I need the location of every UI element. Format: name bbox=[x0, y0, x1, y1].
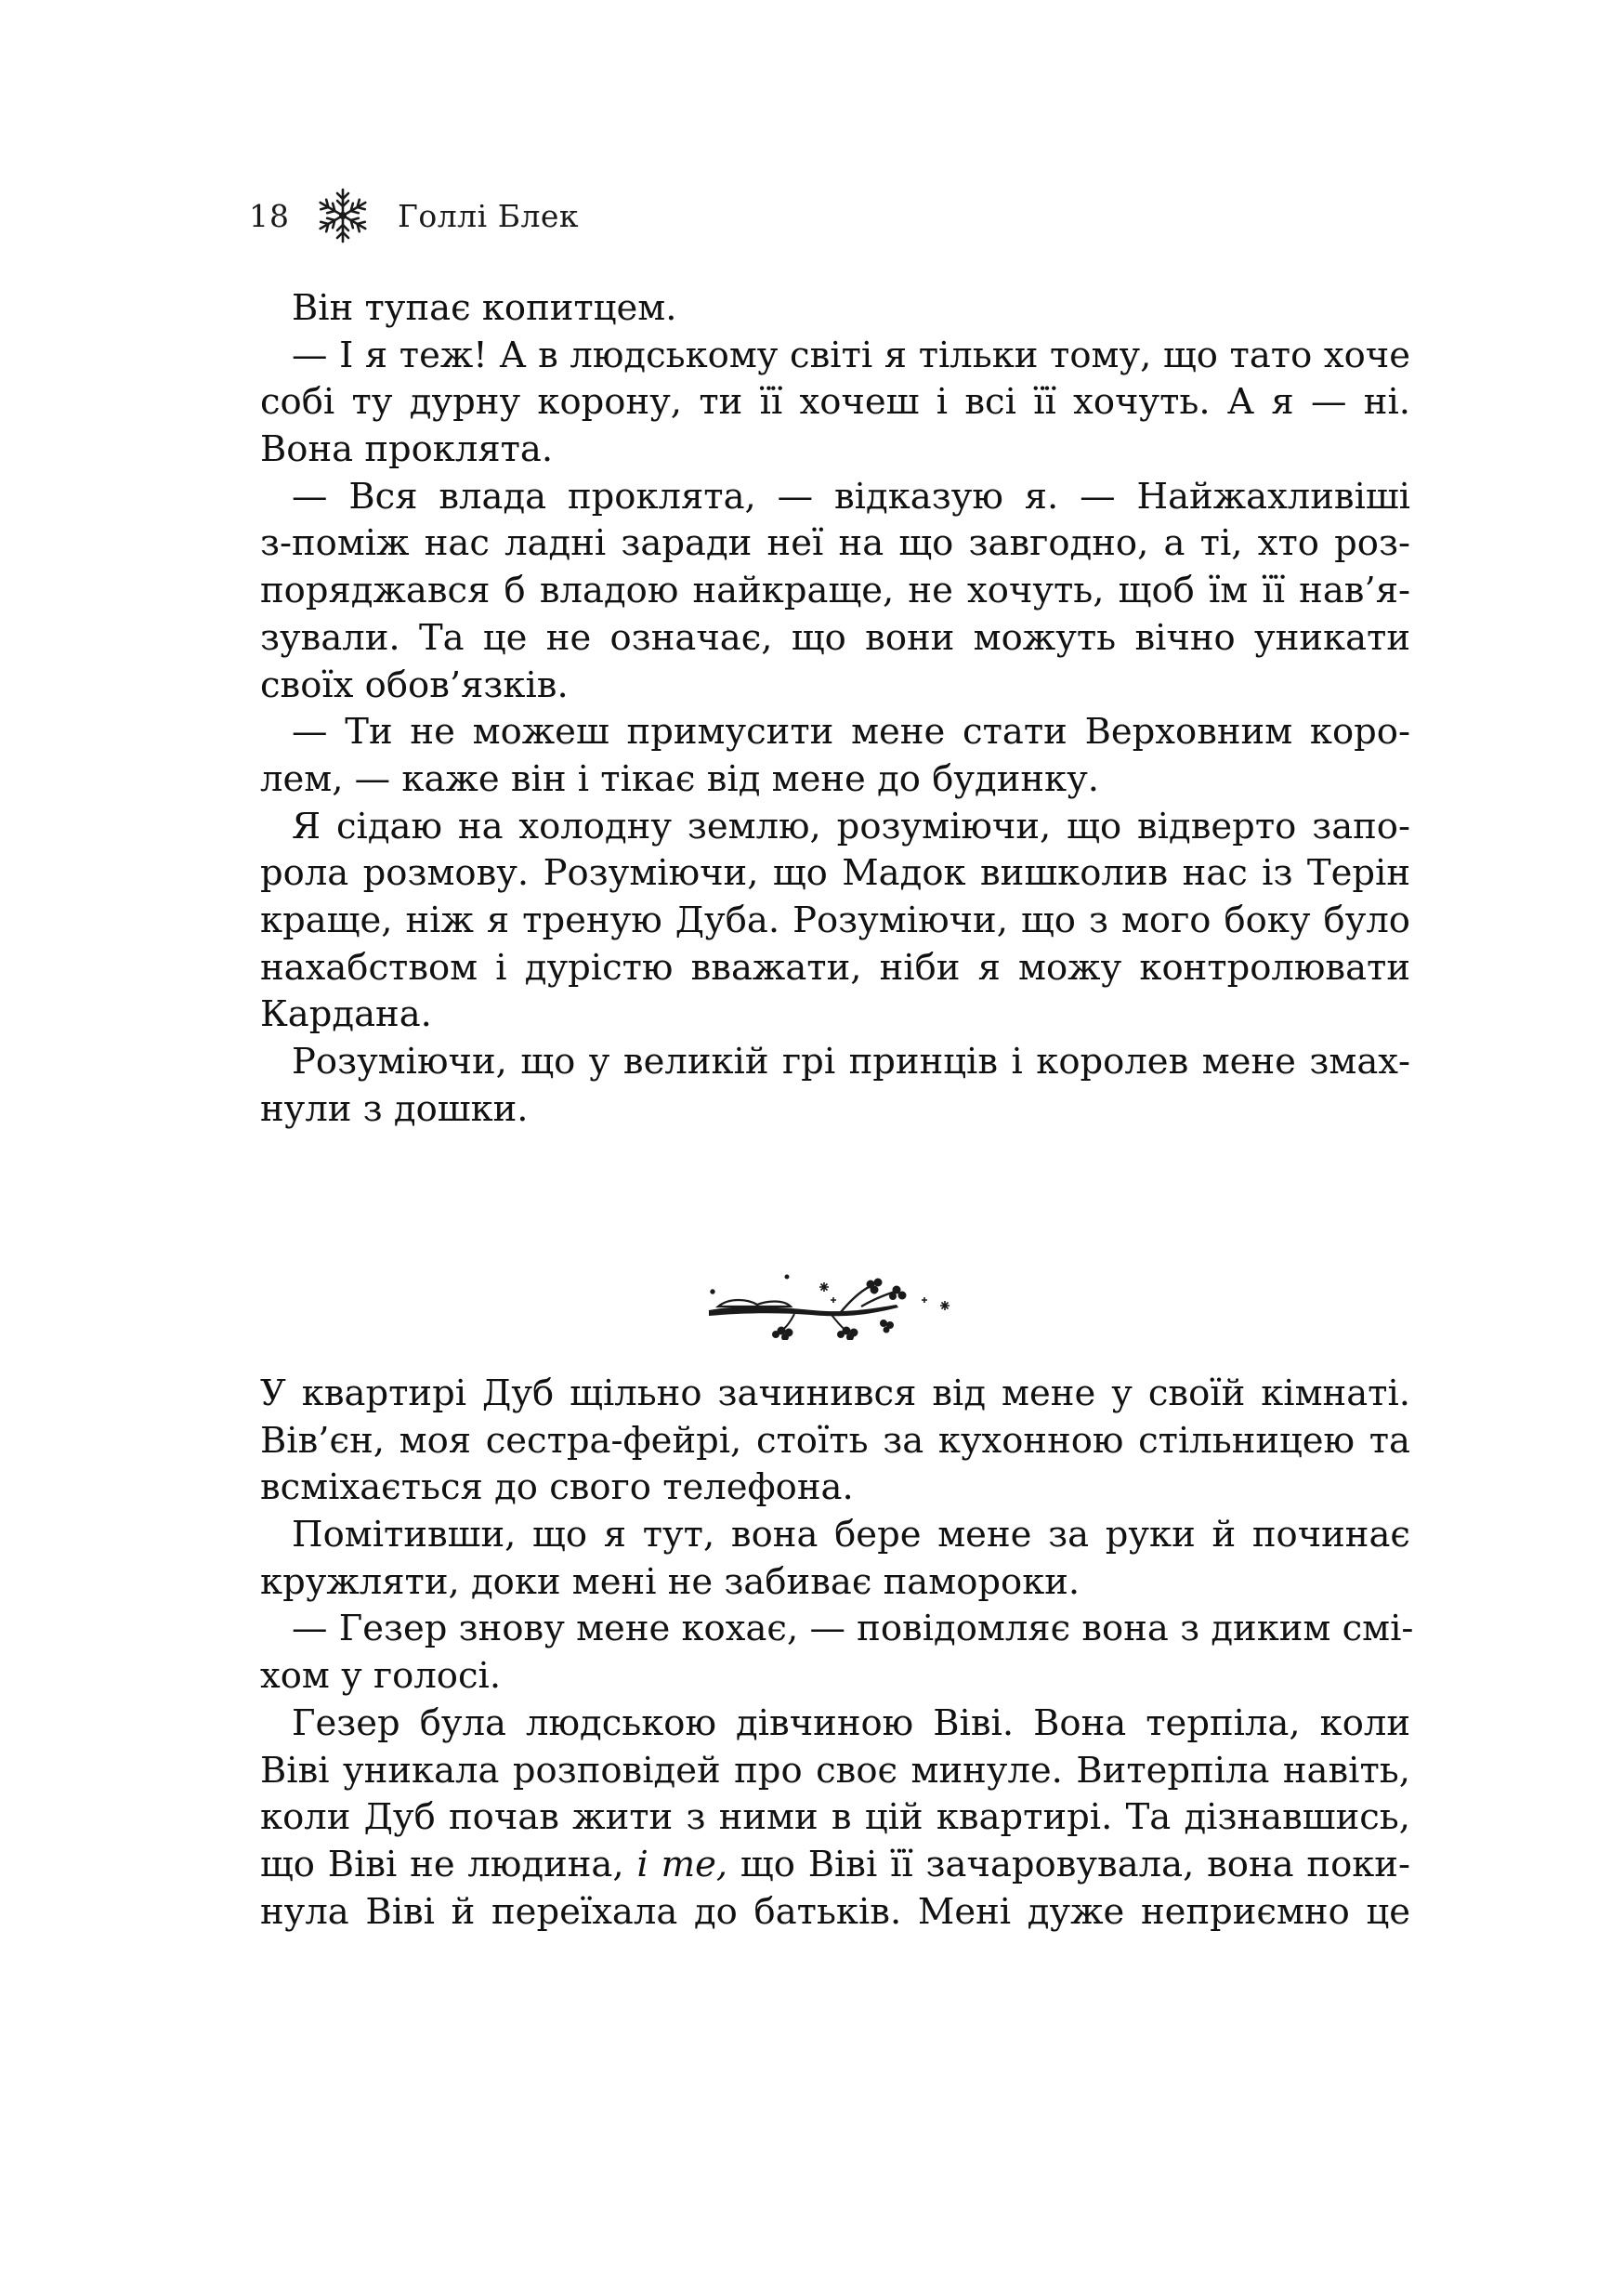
text-line: Кардана. bbox=[260, 993, 432, 1036]
text-line: — Вся влада проклята, — відказую я. — Найжахливіші bbox=[292, 475, 1410, 518]
text-line: кружляти, доки мені не забиває памороки. bbox=[260, 1560, 1080, 1603]
text-line: У квартирі Дуб щільно зачинився від мене у своїй кімнаті. bbox=[260, 1372, 1410, 1414]
text-line: — Ти не можеш примусити мене стати Верховним коро- bbox=[292, 711, 1410, 754]
text-line: собі ту дурну корону, ти її хочеш і всі її хочуть. А я — ні. bbox=[260, 381, 1410, 424]
snowflake-icon bbox=[312, 185, 373, 246]
book-author: Голлі Блек bbox=[398, 197, 580, 234]
branch-with-berries-icon bbox=[701, 1264, 962, 1340]
text-line: краще, ніж я треную Дуба. Розуміючи, що з мого боку було bbox=[260, 899, 1410, 941]
text-line: Вів’єн, моя сестра-фейрі, стоїть за кухонною стільницею та bbox=[260, 1419, 1410, 1462]
text-line: нула Віві й переїхала до батьків. Мені дуже неприємно це bbox=[260, 1890, 1410, 1933]
text-line: Віві уникала розповідей про своє минуле. Витерпіла навіть, bbox=[260, 1749, 1410, 1792]
text-block-1 bbox=[260, 285, 1410, 1133]
text-line: зували. Та це не означає, що вони можуть вічно уникати bbox=[260, 616, 1410, 659]
text-line: Вона проклята. bbox=[260, 428, 554, 471]
text-line: своїх обов’язків. bbox=[260, 663, 569, 706]
text-fragment: що Віві не людина, bbox=[260, 1843, 624, 1885]
text-line: рола розмову. Розуміючи, що Мадок вишколив нас із Терін bbox=[260, 852, 1410, 895]
text-line: з-поміж нас ладні заради неї на що завгодно, а ті, хто роз- bbox=[260, 522, 1410, 565]
italic-text-fragment: і те, bbox=[636, 1843, 728, 1885]
text-line: Розуміючи, що у великій грі принців і королев мене змах- bbox=[292, 1041, 1410, 1083]
text-line: коли Дуб почав жити з ними в цій квартирі. Та дізнавшись, bbox=[260, 1796, 1410, 1839]
page-number: 18 bbox=[249, 197, 290, 234]
text-line: — І я теж! А в людському світі я тільки тому, що тато хоче bbox=[292, 334, 1410, 376]
text-line: — Гезер знову мене кохає, — повідомляє вона з диким смі- bbox=[292, 1608, 1414, 1650]
running-header bbox=[249, 182, 579, 249]
text-line-with-italic bbox=[260, 1842, 1410, 1889]
text-line: лем, — каже він і тікає від мене до будинку. bbox=[260, 757, 1100, 800]
text-line: всміхається до свого телефона. bbox=[260, 1466, 854, 1509]
text-line: Помітивши, що я тут, вона бере мене за руки й починає bbox=[292, 1514, 1410, 1556]
text-line: поряджався б владою найкраще, не хочуть, щоб їм її нав’я- bbox=[260, 570, 1410, 612]
text-line: хом у голосі. bbox=[260, 1655, 502, 1698]
text-line: Гезер була людською дівчиною Віві. Вона терпіла, коли bbox=[292, 1701, 1410, 1744]
text-line: нахабством і дурістю вважати, ніби я можу контролювати bbox=[260, 946, 1410, 989]
text-block-2 bbox=[260, 1371, 1414, 1936]
text-line: Він тупає копитцем. bbox=[292, 287, 677, 329]
text-line: нули з дошки. bbox=[260, 1087, 529, 1130]
text-fragment: що Віві її зачаровувала, вона поки- bbox=[740, 1843, 1410, 1885]
text-line: Я сідаю на холодну землю, розуміючи, що відверто запо- bbox=[292, 805, 1410, 847]
